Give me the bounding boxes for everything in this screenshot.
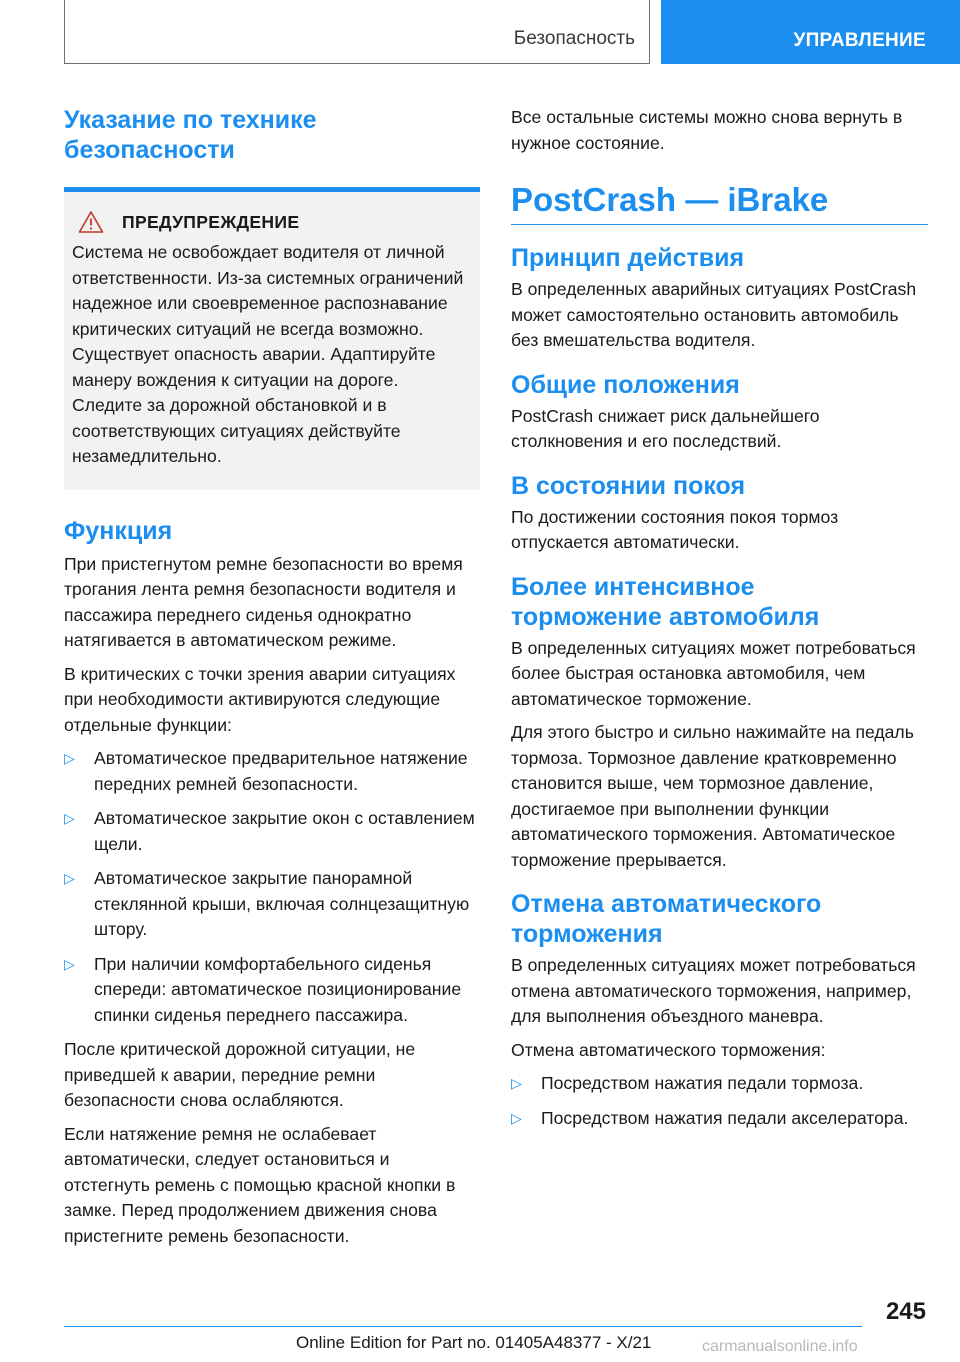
- footer-edition: Online Edition for Part no. 01405A48377 - X/21: [296, 1333, 652, 1352]
- list-item: ▷ При наличии комфортабельного сиденья спереди: автоматическое позиционирование спинки сиденья переднего пассажира.: [64, 953, 462, 1025]
- warning-label: ПРЕДУПРЕЖДЕНИЕ: [122, 211, 300, 232]
- list-item: ▷ Посредством нажатия педали акселератора.: [511, 1106, 928, 1132]
- bullet-arrow-icon: ▷: [64, 955, 75, 972]
- general-title: Общие положения: [511, 370, 740, 399]
- function-paragraph-1: При пристегнутом ремне безопасности во время трогания лента ремня безопасности водителя и пассажира переднего сиденья однократно натягивается в автоматическом режиме.: [64, 553, 463, 650]
- principle-section: [511, 243, 928, 354]
- right-column: [511, 105, 928, 1140]
- list-item: ▷ Автоматическое закрытие панорамной стеклянной крыши, включая солнцезащитную штору.: [64, 868, 470, 939]
- header-section-label: Безопасность: [513, 28, 635, 49]
- header-section-tab: [64, 0, 650, 64]
- warning-text: Система не освобождает водителя от личной ответственности. Из-за системных ограничений надежное или своевременное распознавание критических ситуаций не всегда возможно. Существует опасность аварии. Адаптируйте манеру вождения к ситуации на дороге. Следите за дорожной обстановкой и в соответствующих ситуациях действуйте незамедлительно.: [72, 242, 464, 466]
- bullet-arrow-icon: ▷: [511, 1075, 522, 1091]
- cancel-braking-paragraph-2: Отмена автоматического торможения:: [511, 1039, 826, 1060]
- function-paragraph-4: Если натяжение ремня не ослабевает автоматически, следует остановиться и отстегнуть ремень с помощью красной кнопки в замке. Перед продолжением движения снова пристегните ремень безопасности.: [64, 1123, 456, 1246]
- intensive-braking-paragraph-1: В определенных ситуациях может потребоваться более быстрая остановка автомобиля, чем автоматическое торможение.: [511, 637, 916, 709]
- cancel-braking-list: [511, 1071, 928, 1131]
- cancel-braking-section: [511, 889, 928, 1131]
- function-title: Функция: [64, 516, 173, 545]
- function-paragraph-3: После критической дорожной ситуации, не приведшей к аварии, передние ремни безопасности снова ослабляются.: [64, 1039, 416, 1110]
- general-section: [511, 370, 928, 455]
- list-item: ▷ Автоматическое предварительное натяжение передних ремней безопасности.: [64, 748, 468, 794]
- watermark: carmanualsonline.info: [702, 1338, 858, 1355]
- left-column: [64, 105, 480, 1257]
- principle-text: В определенных аварийных ситуациях PostCrash может самостоятельно остановить автомобиль без вмешательства водителя.: [511, 279, 917, 350]
- function-paragraph-2: В критических с точки зрения аварии ситуациях при необходимости активируются следующие отдельные функции:: [64, 663, 456, 735]
- general-text: PostCrash снижает риск дальнейшего столкновения и его последствий.: [511, 405, 820, 451]
- header-chapter-label: УПРАВЛЕНИЕ: [793, 30, 926, 51]
- page-number: 245: [885, 1298, 926, 1325]
- standstill-text: По достижении состояния покоя тормоз отпускается автоматически.: [511, 506, 839, 552]
- principle-title: Принцип действия: [511, 244, 745, 272]
- bullet-arrow-icon: ▷: [64, 750, 75, 766]
- standstill-section: [511, 471, 928, 556]
- intensive-braking-paragraph-2: Для этого быстро и сильно нажимайте на педаль тормоза. Тормозное давление кратковременно становится выше, чем тормозное давление, достигаемое при выполнении функции автоматического торможения. Автоматическое торможение прерывается.: [511, 722, 914, 870]
- intensive-braking-section: [511, 572, 928, 874]
- footer-divider: [64, 1326, 862, 1327]
- header-chapter-tab: [661, 0, 960, 64]
- intro-paragraph: Все остальные системы можно снова вернуть в нужное состояние.: [511, 107, 903, 153]
- postcrash-heading: PostCrash — iBrake: [511, 180, 928, 225]
- intensive-braking-title: Более интенсивное торможение автомобиля: [511, 572, 820, 631]
- safety-title: Указание по технике безопасности: [64, 106, 317, 164]
- bullet-arrow-icon: ▷: [511, 1109, 522, 1126]
- function-list: [64, 746, 480, 1028]
- bullet-arrow-icon: ▷: [64, 810, 75, 826]
- bullet-arrow-icon: ▷: [64, 870, 75, 886]
- warning-header: [72, 210, 472, 234]
- warning-triangle-icon: [78, 210, 104, 234]
- list-item: ▷ Посредством нажатия педали тормоза.: [511, 1071, 928, 1097]
- cancel-braking-paragraph-1: В определенных ситуациях может потребоваться отмена автоматического торможения, например, для выполнения объездного маневра.: [511, 955, 916, 1026]
- warning-box: [64, 187, 480, 490]
- standstill-title: В состоянии покоя: [511, 471, 746, 500]
- list-item: ▷ Автоматическое закрытие окон с оставлением щели.: [64, 808, 475, 854]
- cancel-braking-title: Отмена автоматического торможения: [511, 890, 822, 948]
